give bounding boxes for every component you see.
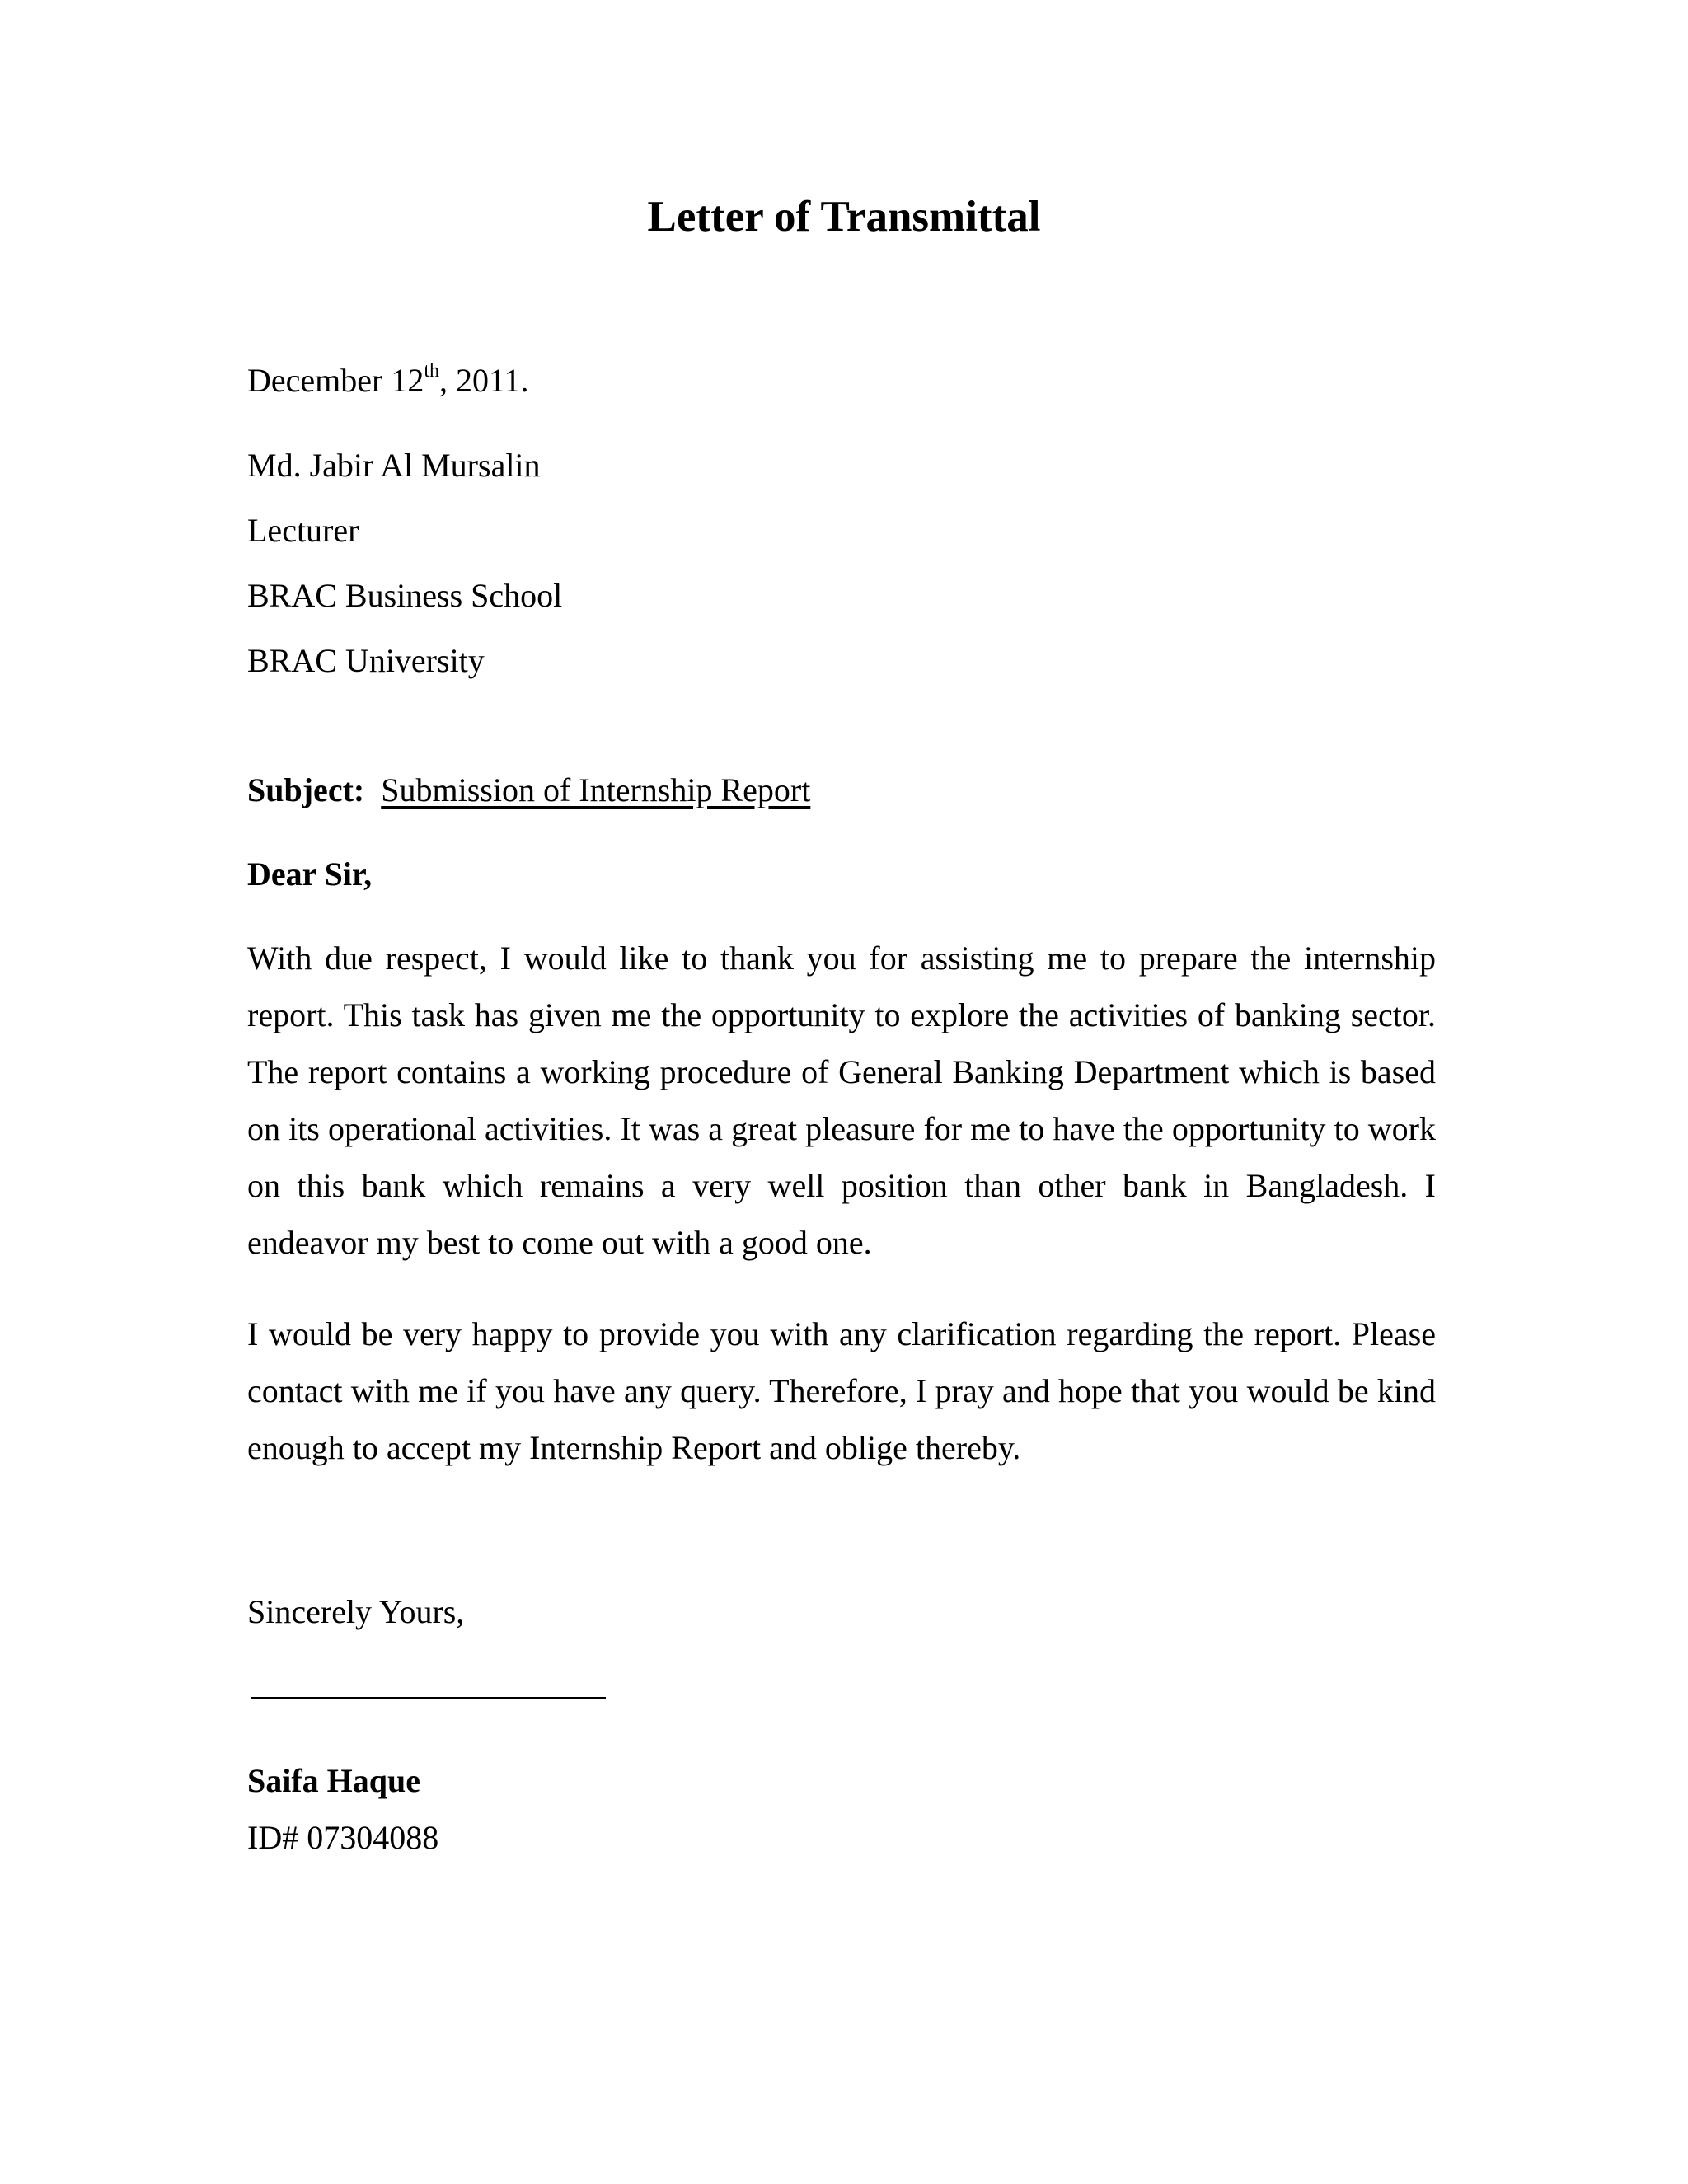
body-paragraph-2: I would be very happy to provide you with any clarification regarding the report. Please contact with me if you have any query. Therefore, I pray and hope that you would be kind enough to accept my Internship Report and oblige thereby. (247, 1315, 1436, 1466)
sender-id: ID# 07304088 (247, 1819, 439, 1856)
signature-line (251, 1697, 606, 1699)
date-superscript: th (424, 360, 440, 382)
date-suffix: , 2011. (439, 362, 529, 399)
sender-name: Saifa Haque (247, 1762, 421, 1799)
salutation: Dear Sir, (247, 855, 373, 893)
subject-line (247, 771, 810, 810)
body-paragraph-1: With due respect, I would like to thank you for assisting me to prepare the internship report. This task has given me the opportunity to explore the activities of banking sector. The report contains a working procedure of General Banking Department which is based on its operational activities. It was a great pleasure for me to have the opportunity to work on this bank which remains a very well position than other bank in Bangladesh. I endeavor my best to come out with a good one. (247, 940, 1436, 1261)
recipient-department: BRAC Business School (247, 577, 563, 614)
recipient-position: Lecturer (247, 512, 359, 549)
closing: Sincerely Yours, (247, 1593, 465, 1630)
date-main: December 12 (247, 362, 424, 399)
document-title: Letter of Transmittal (647, 193, 1041, 241)
subject-text: Submission of Internship Report (381, 771, 811, 808)
recipient-name: Md. Jabir Al Mursalin (247, 447, 541, 484)
letter-date (247, 361, 529, 401)
subject-label: Subject: (247, 771, 365, 808)
recipient-institution: BRAC University (247, 642, 485, 679)
